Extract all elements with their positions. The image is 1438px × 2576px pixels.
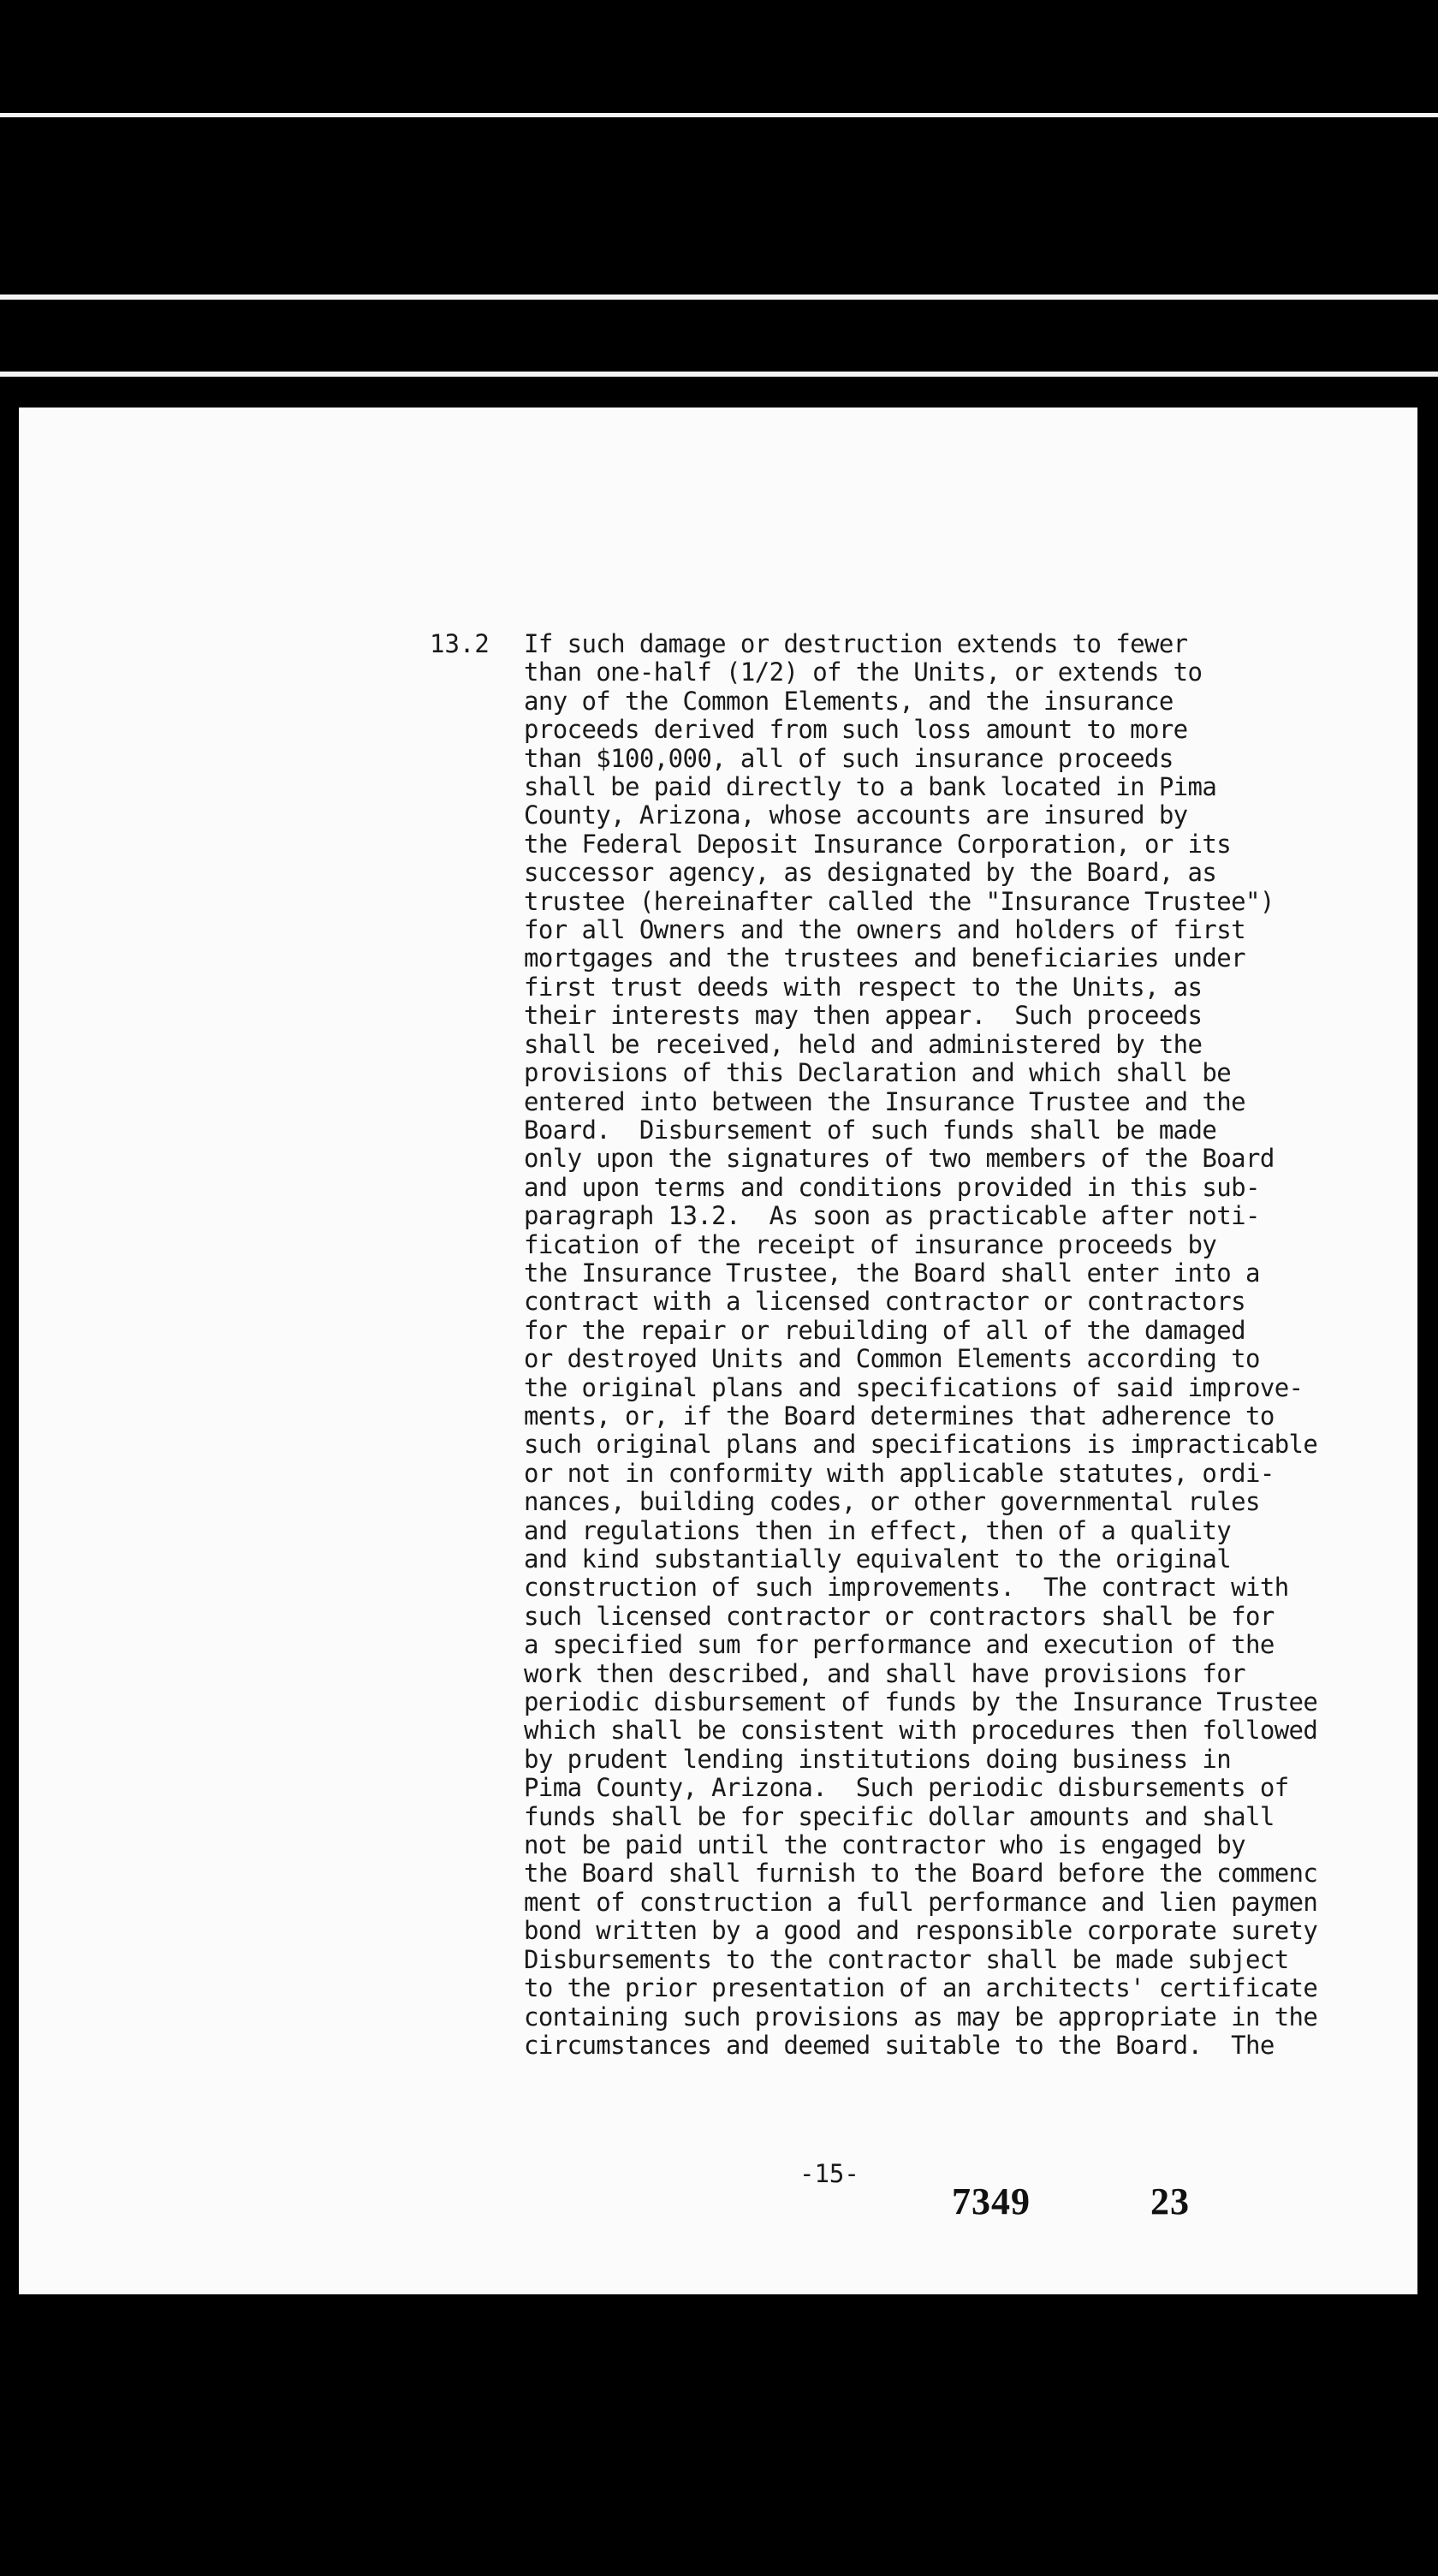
clause-line: for all Owners and the owners and holders of first xyxy=(524,915,1245,945)
clause-line: County, Arizona, whose accounts are insured by xyxy=(524,800,1188,830)
recording-page-number: 23 xyxy=(1150,2180,1190,2222)
clause-line: bond written by a good and responsible corporate surety xyxy=(524,1916,1318,1946)
clause-line: ment of construction a full performance and lien paymen xyxy=(524,1887,1318,1917)
clause-line: a specified sum for performance and execution of the xyxy=(524,1630,1275,1660)
clause-line: or destroyed Units and Common Elements according to xyxy=(524,1344,1260,1374)
clause-line: mortgages and the trustees and beneficiaries under xyxy=(524,943,1245,973)
clause-line: periodic disbursement of funds by the Insurance Trustee xyxy=(524,1687,1318,1717)
clause-line: shall be paid directly to a bank located in Pima xyxy=(524,772,1217,802)
clause-line: nances, building codes, or other governmental rules xyxy=(524,1487,1260,1517)
clause-line: by prudent lending institutions doing business in xyxy=(524,1744,1232,1774)
clause-line: If such damage or destruction extends to fewer xyxy=(524,629,1188,658)
clause-line: ments, or, if the Board determines that adherence to xyxy=(524,1401,1275,1431)
page-number: -15- xyxy=(799,2159,859,2188)
clause-line: the Federal Deposit Insurance Corporation, or its xyxy=(524,829,1232,859)
clause-line: which shall be consistent with procedures then followed xyxy=(524,1716,1318,1746)
clause-line: the Insurance Trustee, the Board shall enter into a xyxy=(524,1258,1260,1288)
clause-line: to the prior presentation of an architects' certificate xyxy=(524,1973,1318,2003)
clause-line: the original plans and specifications of said improve- xyxy=(524,1372,1304,1402)
clause-line: successor agency, as designated by the Board, as xyxy=(524,858,1217,888)
clause-line: shall be received, held and administered by the xyxy=(524,1029,1203,1059)
recording-docket-number: 7349 xyxy=(952,2180,1031,2222)
clause-line: and kind substantially equivalent to the original xyxy=(524,1544,1232,1574)
clause-line: containing such provisions as may be appropriate in the xyxy=(524,2002,1318,2032)
clause-line: than $100,000, all of such insurance proceeds xyxy=(524,743,1174,773)
clause-line: construction of such improvements. The contract with xyxy=(524,1573,1289,1603)
clause-line: contract with a licensed contractor or contractors xyxy=(524,1287,1245,1317)
clause-line: for the repair or rebuilding of all of the damaged xyxy=(524,1315,1245,1345)
clause-line: such original plans and specifications is impracticable xyxy=(524,1430,1318,1460)
clause-line: circumstances and deemed suitable to the Board. The xyxy=(524,2030,1275,2060)
clause-line: and upon terms and conditions provided in this sub- xyxy=(524,1172,1260,1202)
scan-border-line xyxy=(0,113,1438,117)
clause-line: trustee (hereinafter called the "Insurance Trustee") xyxy=(524,886,1275,916)
clause-line: their interests may then appear. Such proceeds xyxy=(524,1001,1203,1031)
clause-line: work then described, and shall have provisions for xyxy=(524,1658,1245,1688)
section-number: 13.2 xyxy=(430,629,490,658)
clause-line: paragraph 13.2. As soon as practicable after noti- xyxy=(524,1201,1260,1231)
clause-line: the Board shall furnish to the Board before the commenc xyxy=(524,1859,1318,1889)
clause-line: Board. Disbursement of such funds shall be made xyxy=(524,1115,1217,1145)
clause-line: not be paid until the contractor who is engaged by xyxy=(524,1830,1245,1860)
clause-body xyxy=(524,630,1317,2060)
clause-line: funds shall be for specific dollar amounts and shall xyxy=(524,1801,1275,1831)
clause-line: entered into between the Insurance Trustee and the xyxy=(524,1086,1245,1116)
clause-line: any of the Common Elements, and the insurance xyxy=(524,686,1174,716)
clause-line: first trust deeds with respect to the Units, as xyxy=(524,972,1203,1002)
clause-line: only upon the signatures of two members of the Board xyxy=(524,1144,1275,1174)
clause-line: than one-half (1/2) of the Units, or extends to xyxy=(524,657,1203,687)
clause-line: provisions of this Declaration and which shall be xyxy=(524,1058,1232,1088)
scan-border-line xyxy=(0,372,1438,377)
clause-line: such licensed contractor or contractors shall be for xyxy=(524,1601,1275,1631)
clause-line: proceeds derived from such loss amount to more xyxy=(524,715,1188,745)
document-page xyxy=(19,408,1417,2294)
clause-line: Pima County, Arizona. Such periodic disbursements of xyxy=(524,1773,1289,1803)
clause-line: or not in conformity with applicable statutes, ordi- xyxy=(524,1458,1275,1488)
clause-line: and regulations then in effect, then of a quality xyxy=(524,1515,1232,1545)
scan-border-line xyxy=(0,294,1438,300)
clause-line: Disbursements to the contractor shall be made subject xyxy=(524,1944,1289,1974)
clause-line: fication of the receipt of insurance proceeds by xyxy=(524,1229,1217,1259)
